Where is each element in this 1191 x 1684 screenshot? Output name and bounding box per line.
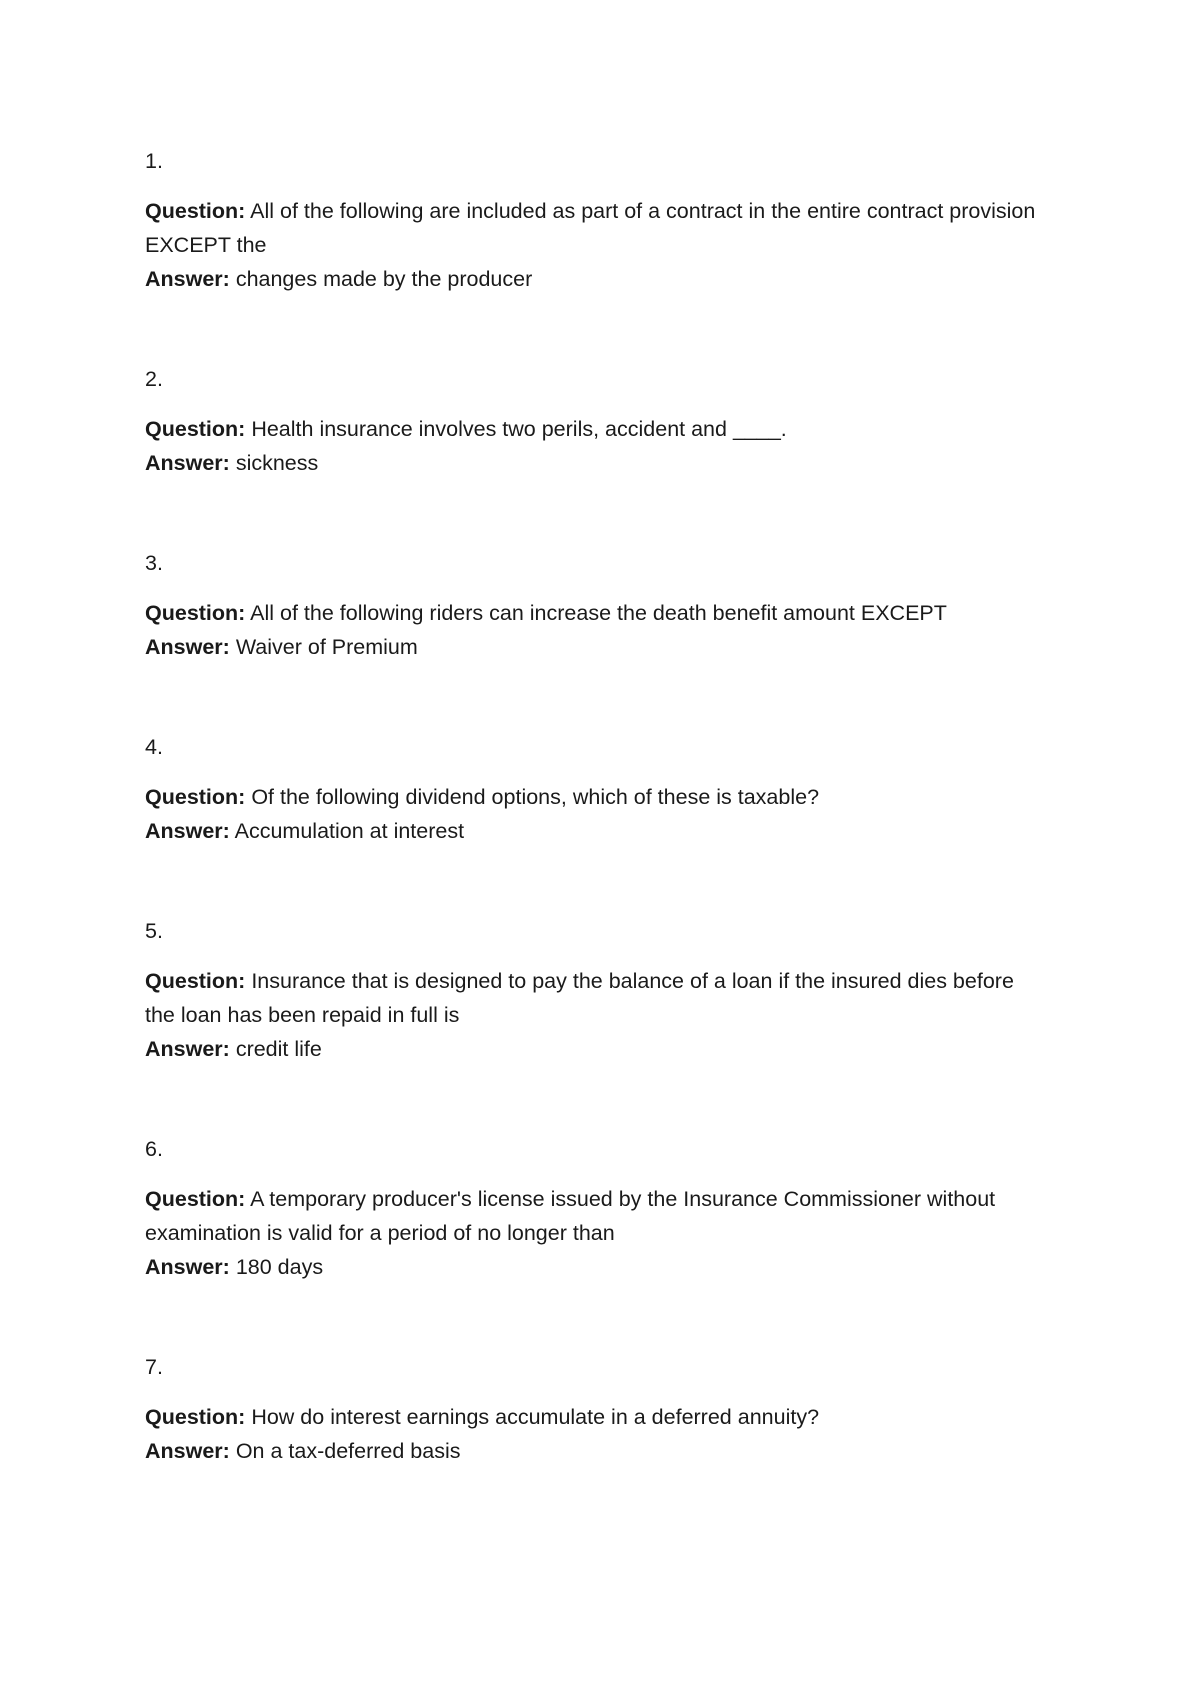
answer-text: 180 days bbox=[235, 1255, 324, 1279]
qa-item-2 bbox=[145, 362, 1045, 480]
question-line bbox=[145, 596, 1045, 630]
qa-item-1 bbox=[145, 144, 1045, 296]
item-number: 5. bbox=[145, 919, 163, 943]
question-label: Question: bbox=[145, 417, 246, 441]
question-label: Question: bbox=[145, 969, 246, 993]
item-number: 4. bbox=[145, 735, 163, 759]
item-number: 2. bbox=[145, 367, 163, 391]
question-label: Question: bbox=[145, 785, 246, 809]
question-text: How do interest earnings accumulate in a deferred annuity? bbox=[251, 1405, 820, 1429]
question-text: A temporary producer's license issued by the Insurance Commissioner without examination is valid for a period of no longer than bbox=[145, 1187, 996, 1245]
answer-label: Answer: bbox=[145, 1037, 230, 1061]
answer-line bbox=[145, 1250, 1045, 1284]
answer-line bbox=[145, 262, 1045, 296]
answer-label: Answer: bbox=[145, 635, 230, 659]
qa-item-6 bbox=[145, 1132, 1045, 1284]
qa-item-5 bbox=[145, 914, 1045, 1066]
question-text: Of the following dividend options, which of these is taxable? bbox=[251, 785, 820, 809]
answer-label: Answer: bbox=[145, 819, 230, 843]
question-text: All of the following are included as part of a contract in the entire contract provision EXCEPT the bbox=[145, 199, 1036, 257]
answer-text: Waiver of Premium bbox=[235, 635, 418, 659]
item-number: 1. bbox=[145, 149, 163, 173]
answer-text: changes made by the producer bbox=[235, 267, 533, 291]
question-text: Health insurance involves two perils, accident and ____. bbox=[251, 417, 787, 441]
question-label: Question: bbox=[145, 199, 246, 223]
item-number: 3. bbox=[145, 551, 163, 575]
question-label: Question: bbox=[145, 1405, 246, 1429]
question-text: Insurance that is designed to pay the balance of a loan if the insured dies before the loan has been repaid in full is bbox=[145, 969, 1014, 1027]
answer-line bbox=[145, 446, 1045, 480]
answer-line bbox=[145, 814, 1045, 848]
question-line bbox=[145, 1182, 1045, 1250]
answer-text: credit life bbox=[235, 1037, 322, 1061]
answer-text: sickness bbox=[235, 451, 319, 475]
question-line bbox=[145, 1400, 1045, 1434]
question-label: Question: bbox=[145, 601, 246, 625]
question-line bbox=[145, 964, 1045, 1032]
question-text: All of the following riders can increase the death benefit amount EXCEPT bbox=[250, 601, 947, 625]
qa-item-3 bbox=[145, 546, 1045, 664]
answer-label: Answer: bbox=[145, 267, 230, 291]
answer-text: Accumulation at interest bbox=[234, 819, 465, 843]
question-line bbox=[145, 194, 1045, 262]
qa-item-7 bbox=[145, 1350, 1045, 1468]
qa-item-4 bbox=[145, 730, 1045, 848]
answer-label: Answer: bbox=[145, 1439, 230, 1463]
answer-label: Answer: bbox=[145, 1255, 230, 1279]
answer-line bbox=[145, 1032, 1045, 1066]
answer-line bbox=[145, 1434, 1045, 1468]
answer-text: On a tax-deferred basis bbox=[235, 1439, 461, 1463]
question-line bbox=[145, 780, 1045, 814]
question-label: Question: bbox=[145, 1187, 246, 1211]
item-number: 6. bbox=[145, 1137, 163, 1161]
answer-line bbox=[145, 630, 1045, 664]
item-number: 7. bbox=[145, 1355, 163, 1379]
answer-label: Answer: bbox=[145, 451, 230, 475]
question-line bbox=[145, 412, 1045, 446]
